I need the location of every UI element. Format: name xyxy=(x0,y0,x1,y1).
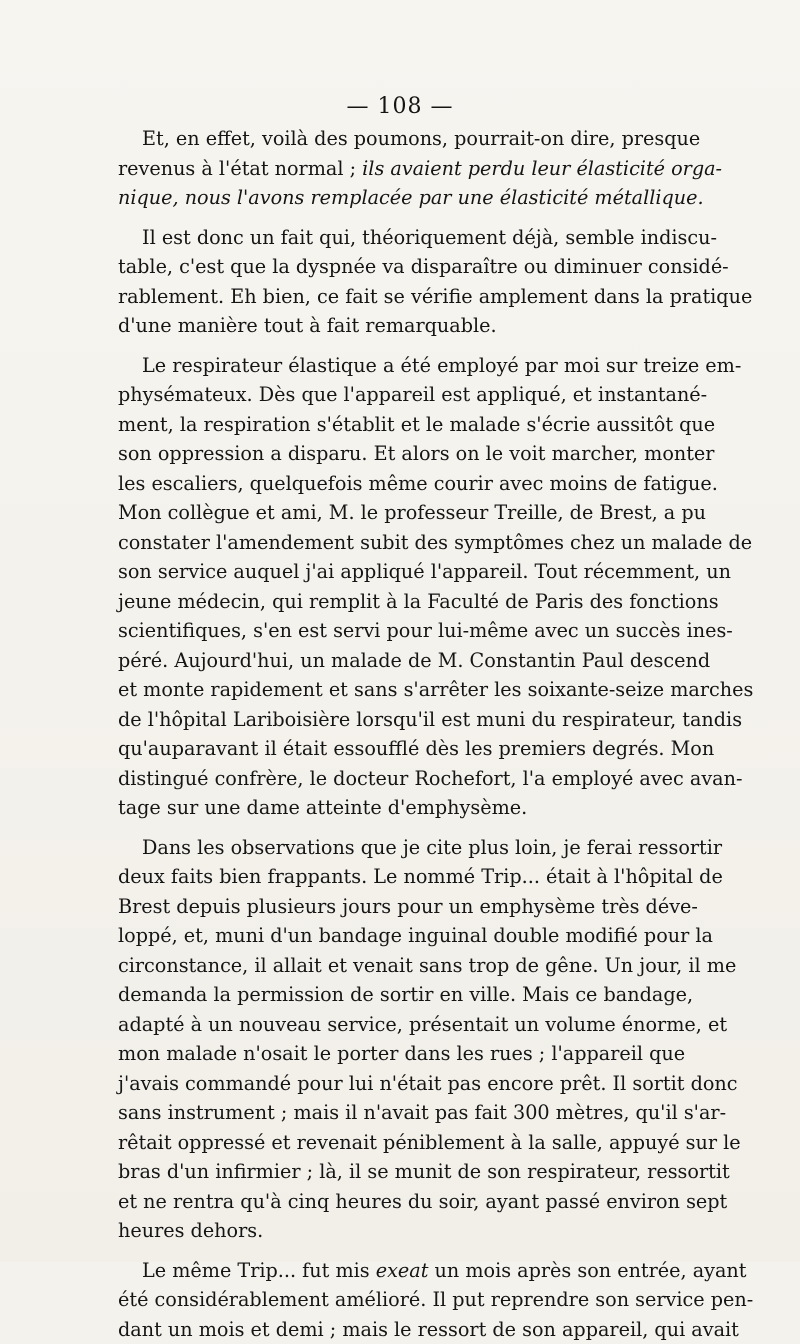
text-line: rablement. Eh bien, ce fait se vérifie amplement dans la pratique xyxy=(118,282,684,312)
text-line: péré. Aujourd'hui, un malade de M. Constantin Paul descend xyxy=(118,646,684,676)
text-line: Le respirateur élastique a été employé par moi sur treize em- xyxy=(118,351,684,381)
paragraph-gap xyxy=(118,1246,684,1256)
text-line: heures dehors. xyxy=(118,1216,684,1246)
text-line: revenus à l'état normal ; ils avaient perdu leur élasticité orga- xyxy=(118,154,684,184)
text-line: table, c'est que la dyspnée va disparaître ou diminuer considé- xyxy=(118,252,684,282)
text-line: Mon collègue et ami, M. le professeur Treille, de Brest, a pu xyxy=(118,498,684,528)
paragraph xyxy=(118,223,684,341)
text-line: et monte rapidement et sans s'arrêter les soixante-seize marches xyxy=(118,675,684,705)
text-line: Et, en effet, voilà des poumons, pourrait-on dire, presque xyxy=(118,124,684,154)
text-line: rêtait oppressé et revenait péniblement à la salle, appuyé sur le xyxy=(118,1128,684,1158)
text-line: Il est donc un fait qui, théoriquement déjà, semble indiscu- xyxy=(118,223,684,253)
text-line: d'une manière tout à fait remarquable. xyxy=(118,311,684,341)
text-line: deux faits bien frappants. Le nommé Trip... était à l'hôpital de xyxy=(118,862,684,892)
text-line: constater l'amendement subit des symptômes chez un malade de xyxy=(118,528,684,558)
text-line: bras d'un infirmier ; là, il se munit de son respirateur, ressortit xyxy=(118,1157,684,1187)
paragraph xyxy=(118,351,684,823)
text-line: de l'hôpital Lariboisière lorsqu'il est muni du respirateur, tandis xyxy=(118,705,684,735)
text-line: physémateux. Dès que l'appareil est appliqué, et instantané- xyxy=(118,380,684,410)
text-line: jeune médecin, qui remplit à la Faculté de Paris des fonctions xyxy=(118,587,684,617)
paragraph xyxy=(118,833,684,1246)
text-line: Dans les observations que je cite plus loin, je ferai ressortir xyxy=(118,833,684,863)
text-line: circonstance, il allait et venait sans trop de gêne. Un jour, il me xyxy=(118,951,684,981)
paragraph-gap xyxy=(118,213,684,223)
text-line: sans instrument ; mais il n'avait pas fait 300 mètres, qu'il s'ar- xyxy=(118,1098,684,1128)
text-line: tage sur une dame atteinte d'emphysème. xyxy=(118,793,684,823)
text-line: qu'auparavant il était essoufflé dès les premiers degrés. Mon xyxy=(118,734,684,764)
text-line: été considérablement amélioré. Il put reprendre son service pen- xyxy=(118,1285,684,1315)
text-line: et ne rentra qu'à cinq heures du soir, ayant passé environ sept xyxy=(118,1187,684,1217)
paragraph-gap xyxy=(118,341,684,351)
text-line: son oppression a disparu. Et alors on le voit marcher, monter xyxy=(118,439,684,469)
text-line: adapté à un nouveau service, présentait un volume énorme, et xyxy=(118,1010,684,1040)
text-line: les escaliers, quelquefois même courir avec moins de fatigue. xyxy=(118,469,684,499)
text-line: dant un mois et demi ; mais le ressort de son appareil, qui avait xyxy=(118,1315,684,1344)
text-line: ment, la respiration s'établit et le malade s'écrie aussitôt que xyxy=(118,410,684,440)
text-line: j'avais commandé pour lui n'était pas encore prêt. Il sortit donc xyxy=(118,1069,684,1099)
text-line: demanda la permission de sortir en ville. Mais ce bandage, xyxy=(118,980,684,1010)
text-line: loppé, et, muni d'un bandage inguinal double modifié pour la xyxy=(118,921,684,951)
text-line: mon malade n'osait le porter dans les rues ; l'appareil que xyxy=(118,1039,684,1069)
text-line: scientifiques, s'en est servi pour lui-même avec un succès ines- xyxy=(118,616,684,646)
paragraph-gap xyxy=(118,823,684,833)
paragraph xyxy=(118,124,684,213)
text-line: Brest depuis plusieurs jours pour un emphysème très déve- xyxy=(118,892,684,922)
text-line: distingué confrère, le docteur Rochefort, l'a employé avec avan- xyxy=(118,764,684,794)
paragraph xyxy=(118,1256,684,1344)
text-line: nique, nous l'avons remplacée par une élasticité métallique. xyxy=(118,183,684,213)
text-line: son service auquel j'ai appliqué l'appareil. Tout récemment, un xyxy=(118,557,684,587)
text-line: Le même Trip... fut mis exeat un mois après son entrée, ayant xyxy=(118,1256,684,1286)
body-text xyxy=(118,124,684,1344)
page-number: — 108 — xyxy=(0,94,800,119)
